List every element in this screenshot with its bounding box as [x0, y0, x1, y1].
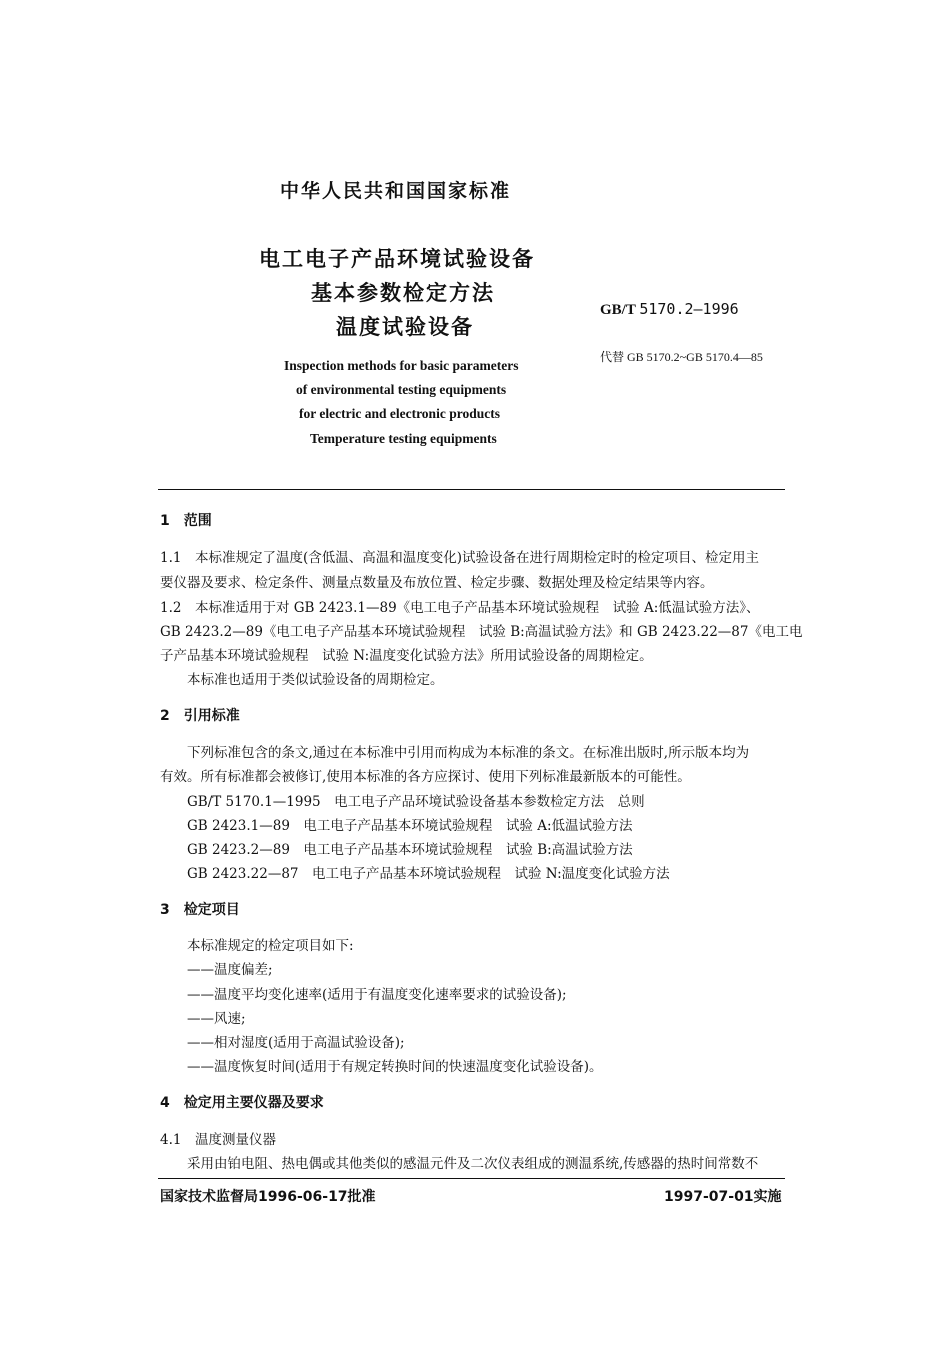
section-3-intro: 本标准规定的检定项目如下:	[187, 938, 354, 954]
reference-item: GB/T 5170.1—1995 电工电子产品环境试验设备基本参数检定方法 总则	[187, 794, 645, 810]
title-line-3: 温度试验设备	[336, 315, 474, 339]
reference-item: GB 2423.1—89 电工电子产品基本环境试验规程 试验 A:低温试验方法	[187, 818, 633, 834]
national-standard-heading: 中华人民共和国国家标准	[280, 180, 512, 202]
english-title-2: of environmental testing equipments	[296, 382, 507, 397]
section-4-title: 4 检定用主要仪器及要求	[160, 1095, 324, 1111]
para-1-2-line-1: 1.2 本标准适用于对 GB 2423.1—89《电工电子产品基本环境试验规程 试验 A:低温试验方法》、	[160, 600, 760, 616]
para-1-2-line-2: GB 2423.2—89《电工电子产品基本环境试验规程 试验 B:高温试验方法》和 GB 2423.22—87《电工电	[160, 624, 803, 640]
section-1-title: 1 范围	[160, 513, 212, 529]
section-2-title: 2 引用标准	[160, 708, 240, 724]
inspection-item: ——风速;	[187, 1011, 246, 1027]
inspection-item: ——温度偏差;	[187, 962, 273, 978]
english-title-1: Inspection methods for basic parameters	[284, 358, 519, 373]
inspection-item: ——温度平均变化速率(适用于有温度变化速率要求的试验设备);	[187, 987, 567, 1003]
para-2-line-2: 有效。所有标准都会被修订,使用本标准的各方应探讨、使用下列标准最新版本的可能性。	[160, 769, 691, 785]
subsection-4-1-title: 4.1 温度测量仪器	[160, 1132, 276, 1148]
standard-number	[600, 300, 739, 319]
reference-item: GB 2423.2—89 电工电子产品基本环境试验规程 试验 B:高温试验方法	[187, 842, 633, 858]
standard-code: 5170.2—1996	[639, 300, 739, 318]
subsection-4-1-text: 采用由铂电阻、热电偶或其他类似的感温元件及二次仪表组成的测温系统,传感器的热时间常数不	[187, 1156, 759, 1172]
approval-date: 国家技术监督局1996-06-17批准	[160, 1189, 376, 1205]
para-1-1-line-1: 1.1 本标准规定了温度(含低温、高温和温度变化)试验设备在进行周期检定时的检定项目、检定用主	[160, 550, 760, 566]
header-rule	[158, 489, 785, 490]
para-1-2-line-3: 子产品基本环境试验规程 试验 N:温度变化试验方法》所用试验设备的周期检定。	[160, 648, 653, 664]
standard-prefix: GB/T	[600, 302, 636, 318]
inspection-item: ——相对湿度(适用于高温试验设备);	[187, 1035, 405, 1051]
para-1-2-line-4: 本标准也适用于类似试验设备的周期检定。	[187, 672, 444, 688]
replaces-note: 代替 GB 5170.2~GB 5170.4—85	[600, 350, 763, 364]
footer-rule	[158, 1178, 785, 1179]
english-title-4: Temperature testing equipments	[310, 431, 497, 446]
section-3-title: 3 检定项目	[160, 902, 240, 918]
english-title-3: for electric and electronic products	[299, 406, 500, 421]
para-1-1-line-2: 要仪器及要求、检定条件、测量点数量及布放位置、检定步骤、数据处理及检定结果等内容。	[160, 575, 714, 591]
inspection-item: ——温度恢复时间(适用于有规定转换时间的快速温度变化试验设备)。	[187, 1059, 603, 1075]
title-line-1: 电工电子产品环境试验设备	[259, 247, 535, 271]
title-line-2: 基本参数检定方法	[311, 281, 495, 305]
effective-date: 1997-07-01实施	[664, 1189, 782, 1205]
para-2-line-1: 下列标准包含的条文,通过在本标准中引用而构成为本标准的条文。在标准出版时,所示版本均为	[187, 745, 750, 761]
reference-item: GB 2423.22—87 电工电子产品基本环境试验规程 试验 N:温度变化试验方法	[187, 866, 670, 882]
